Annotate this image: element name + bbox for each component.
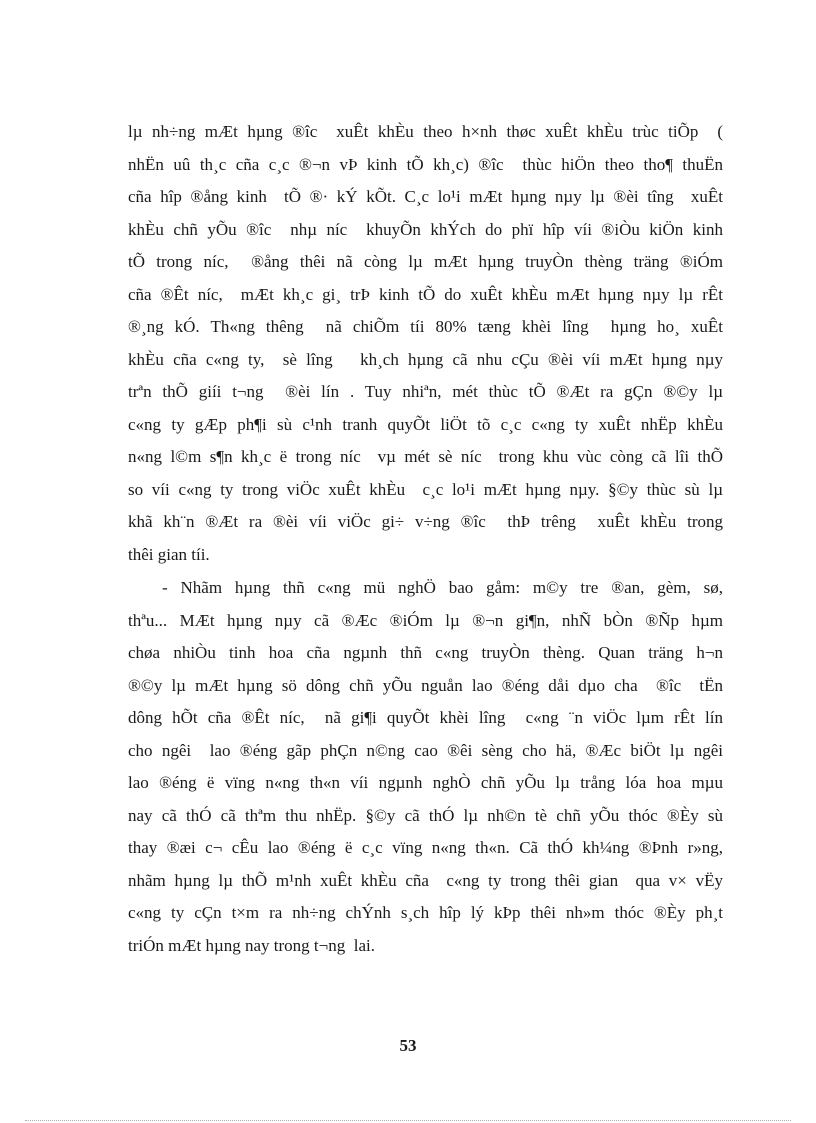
paragraph-line: ®©y lµ mÆt hµng sö dông chñ yÕu nguån lao ®éng dåi dµo cha ®îc tËn [128, 675, 723, 695]
paragraph-line: cña ®Êt níc, mÆt kh¸c gi¸ trÞ kinh tÕ do xuÊt khÈu mÆt hµng nµy lµ rÊt [128, 284, 723, 304]
page-bottom-divider [25, 1120, 791, 1121]
paragraph-line: khÈu cña c«ng ty, sè lîng kh¸ch hµng cã nhu cÇu ®èi víi mÆt hµng nµy [128, 349, 723, 369]
paragraph-line: nhËn uû th¸c cña c¸c ®¬n vÞ kinh tÕ kh¸c) ®îc thùc hiÖn theo tho¶ thuËn [128, 154, 723, 174]
paragraph-line: cña hîp ®ång kinh tÕ ®· kÝ kÕt. C¸c lo¹i mÆt hµng nµy lµ ®èi tîng xuÊt [128, 187, 723, 206]
page-number: 53 [399, 1036, 417, 1055]
paragraph-2 [128, 572, 723, 962]
paragraph-line-last: thêi gian tíi. [128, 544, 210, 564]
paragraph-line: trªn thÕ giíi t¬ng ®èi lín . Tuy nhiªn, mét thùc tÕ ®Æt ra gÇn ®©y lµ [128, 382, 723, 401]
paragraph-line: khã kh¨n ®Æt ra ®èi víi viÖc gi÷ v÷ng ®îc thÞ trêng xuÊt khÈu trong [128, 512, 723, 531]
paragraph-line: dông hÕt cña ®Êt níc, nã gi¶i quyÕt khèi lîng c«ng ¨n viÖc lµm rÊt lín [128, 708, 723, 727]
paragraph-line: c«ng ty cÇn t×m ra nh÷ng chÝnh s¸ch hîp lý kÞp thêi nh»m thóc ®Èy ph¸t [128, 903, 723, 922]
paragraph-line: chøa nhiÒu tinh hoa cña ngµnh thñ c«ng truyÒn thèng. Quan träng h¬n [128, 643, 723, 662]
paragraph-line-first: - Nhãm hµng thñ c«ng mü nghÖ bao gåm: m©y tre ®an, gèm, sø, [162, 578, 723, 597]
paragraph-line: nay cã thÓ cã thªm thu nhËp. §©y cã thÓ lµ nh©n tè chñ yÕu thóc ®Èy sù [128, 805, 723, 825]
paragraph-line: ®¸ng kÓ. Th«ng thêng nã chiÕm tíi 80% tæng khèi lîng hµng ho¸ xuÊt [128, 317, 723, 336]
paragraph-line: tÕ trong níc, ®ång thêi nã còng lµ mÆt hµng truyÒn thèng träng ®iÓm [128, 252, 723, 271]
paragraph-1 [128, 116, 723, 571]
paragraph-line: c«ng ty gÆp ph¶i sù c¹nh tranh quyÕt liÖt tõ c¸c c«ng ty xuÊt nhËp khÈu [128, 414, 723, 434]
paragraph-line: nhãm hµng lµ thÕ m¹nh xuÊt khÈu cña c«ng ty trong thêi gian qua v× vËy [128, 870, 723, 890]
paragraph-line: thªu... MÆt hµng nµy cã ®Æc ®iÓm lµ ®¬n gi¶n, nhÑ bÒn ®Ñp hµm [128, 610, 723, 630]
paragraph-line: so víi c«ng ty trong viÖc xuÊt khÈu c¸c lo¹i mÆt hµng nµy. §©y thùc sù lµ [128, 479, 723, 499]
paragraph-line-last: triÓn mÆt hµng nay trong t¬ng lai. [128, 935, 375, 955]
paragraph-line: thay ®æi c¬ cÊu lao ®éng ë c¸c vïng n«ng th«n. Cã thÓ kh¼ng ®Þnh r»ng, [128, 838, 723, 857]
paragraph-line: lao ®éng ë vïng n«ng th«n víi ngµnh nghÒ chñ yÕu lµ trång lóa hoa mµu [128, 773, 723, 792]
paragraph-line: khÈu chñ yÕu ®îc nhµ níc khuyÕn khÝch do phï hîp víi ®iÒu kiÖn kinh [128, 219, 723, 239]
paragraph-line: lµ nh÷ng mÆt hµng ®îc xuÊt khÈu theo h×nh thøc xuÊt khÈu trùc tiÕp ( [128, 122, 723, 141]
paragraph-line: n«ng l©m s¶n kh¸c ë trong níc vµ mét sè níc trong khu vùc còng cã lîi thÕ [128, 447, 723, 466]
paragraph-line: cho ngêi lao ®éng gãp phÇn n©ng cao ®êi sèng cho hä, ®Æc biÖt lµ ngêi [128, 740, 723, 760]
